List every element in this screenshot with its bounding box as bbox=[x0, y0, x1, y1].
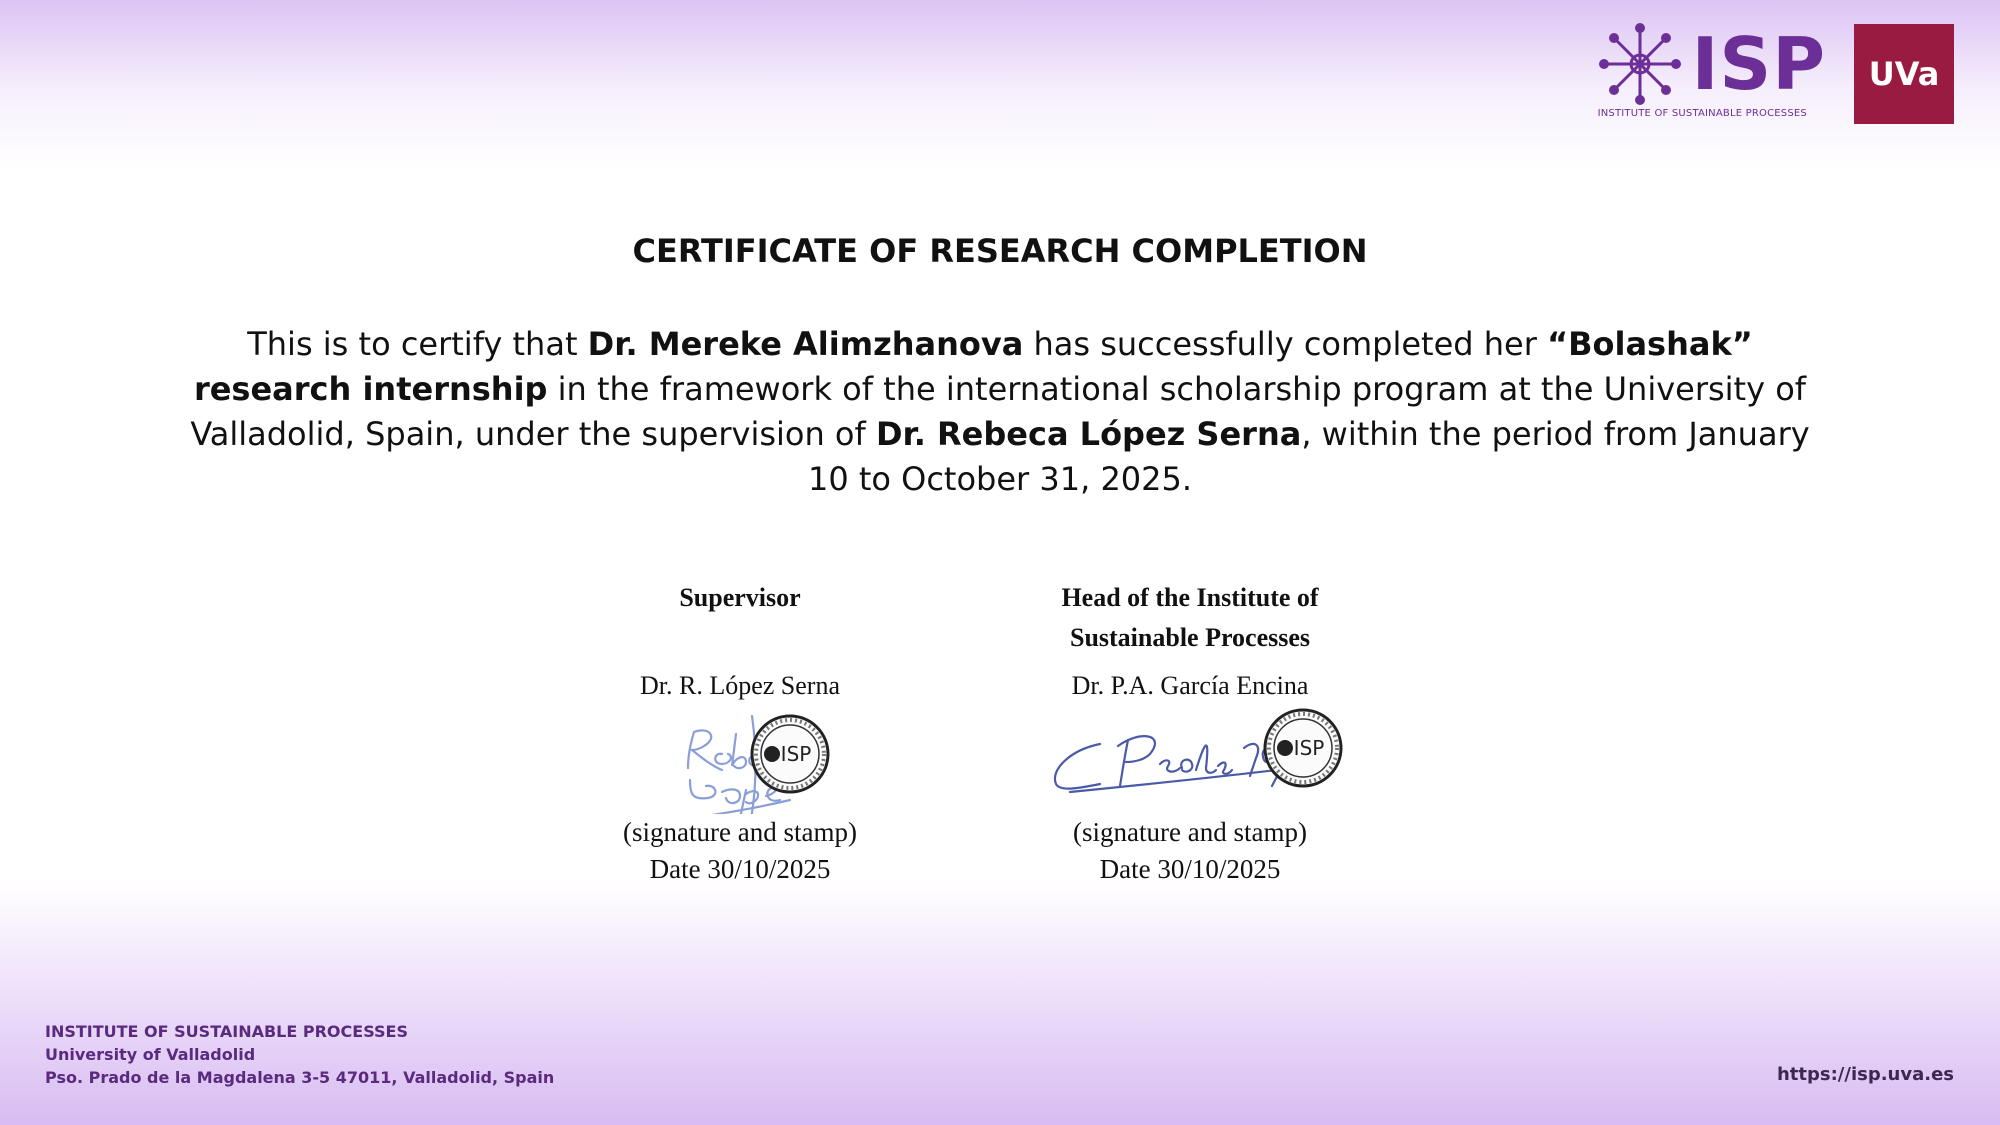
isp-stamp bbox=[752, 716, 828, 792]
footer-university: University of Valladolid bbox=[45, 1045, 256, 1064]
footer-address-block bbox=[45, 1020, 554, 1089]
signature-note: (signature and stamp) bbox=[623, 817, 857, 847]
handwritten-signature bbox=[1010, 704, 1370, 814]
isp-tagline: INSTITUTE OF SUSTAINABLE PROCESSES bbox=[1597, 108, 1807, 119]
recipient-name: Dr. Mereke Alimzhanova bbox=[587, 325, 1024, 363]
handwritten-signature bbox=[590, 704, 890, 814]
header-logos bbox=[1598, 22, 1954, 124]
signer-role: Head of the Institute of Sustainable Processes bbox=[1061, 583, 1319, 652]
body-text-1: This is to certify that bbox=[247, 325, 588, 363]
signer-role: Supervisor bbox=[679, 583, 801, 612]
certificate-body bbox=[170, 322, 1830, 502]
stamp-text: ISP bbox=[780, 742, 812, 766]
signature-date: Date 30/10/2025 bbox=[1099, 854, 1281, 884]
signature-note: (signature and stamp) bbox=[1073, 817, 1307, 847]
signature-area bbox=[590, 704, 890, 814]
isp-stamp bbox=[1265, 710, 1341, 786]
footer-institute: INSTITUTE OF SUSTAINABLE PROCESSES bbox=[45, 1022, 408, 1041]
uva-logo bbox=[1854, 24, 1954, 124]
body-text-2: has successfully completed her bbox=[1023, 325, 1548, 363]
molecule-icon bbox=[1598, 22, 1682, 106]
certificate-title: CERTIFICATE OF RESEARCH COMPLETION bbox=[632, 232, 1368, 270]
program-name: “Bolashak” research internship bbox=[193, 325, 1753, 408]
supervisor-name: Dr. Rebeca López Serna bbox=[875, 415, 1302, 453]
footer-url-link[interactable]: https://isp.uva.es bbox=[1776, 1064, 1954, 1085]
uva-wordmark: UVa bbox=[1868, 55, 1940, 93]
signature-date: Date 30/10/2025 bbox=[649, 854, 831, 884]
signature-area bbox=[1010, 704, 1370, 814]
stamp-text: ISP bbox=[1293, 736, 1325, 760]
footer-address: Pso. Prado de la Magdalena 3-5 47011, Valladolid, Spain bbox=[45, 1068, 555, 1087]
signature-block-supervisor bbox=[590, 578, 890, 888]
signer-name: Dr. P.A. García Encina bbox=[1071, 671, 1309, 700]
body-text-3: in the framework of the international scholarship program at the University of Valladolid, Spain, under the supervision of bbox=[190, 370, 1807, 453]
signer-name: Dr. R. López Serna bbox=[639, 671, 840, 700]
body-text-4: , within the period from January 10 to October 31, 2025. bbox=[807, 415, 1810, 498]
isp-wordmark: ISP bbox=[1691, 22, 1826, 106]
isp-logo bbox=[1598, 22, 1826, 119]
signature-block-head bbox=[1010, 578, 1370, 888]
